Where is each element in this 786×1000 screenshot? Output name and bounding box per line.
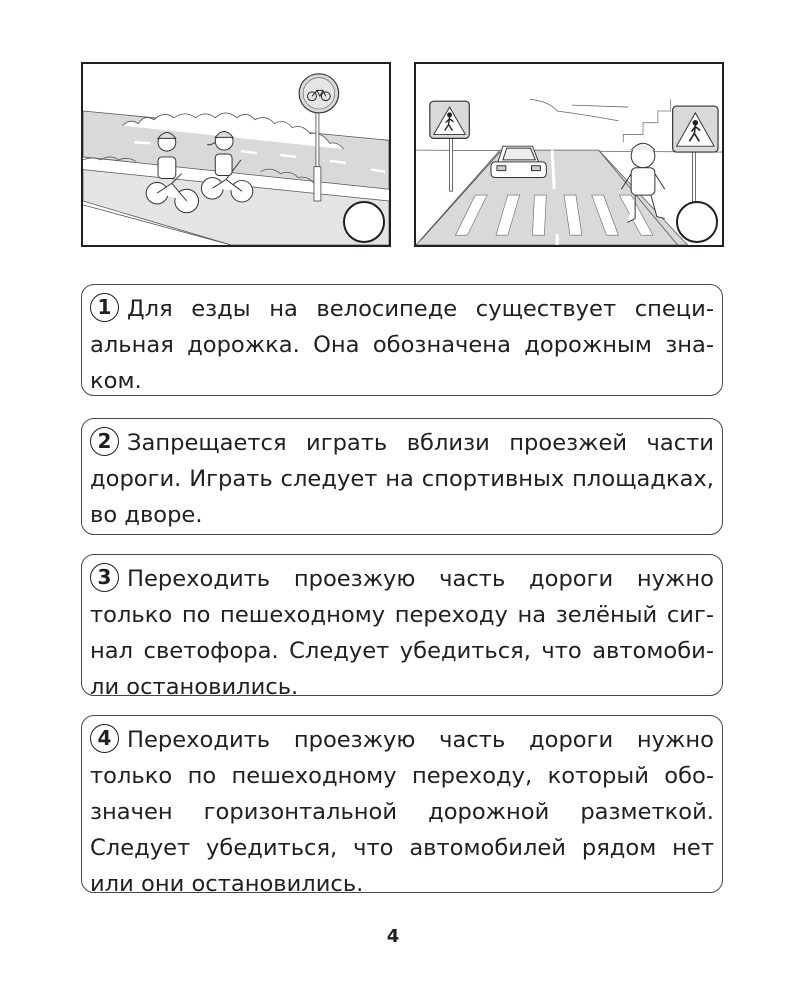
answer-circle-1[interactable] (343, 201, 385, 243)
rule-text-line: ли остановились. (90, 674, 299, 700)
rule-box-4 (81, 715, 723, 897)
rule-number-badge: 1 (90, 293, 119, 322)
rule-text-line: ком. (90, 368, 142, 394)
rule-number-badge: 3 (90, 563, 119, 592)
rule-number-badge: 4 (90, 724, 119, 753)
rule-text-line: дороги. Играть следует на спортивных площадках, (90, 466, 714, 492)
rule-text-line: Переходить проезжую часть дороги нужно (127, 566, 714, 592)
rule-line (90, 722, 714, 758)
rule-text-line: Переходить проезжую часть дороги нужно (127, 727, 714, 753)
rule-text-line: только по пешеходному переходу, который обо- (90, 763, 714, 789)
rule-text-line: альная дорожка. Она обозначена дорожным зна- (90, 332, 714, 358)
rule-text-line: Для езды на велосипеде существует специ- (127, 296, 714, 322)
rule-text-line: только по пешеходному переходу на зелёный сиг- (90, 602, 714, 628)
page-number: 4 (386, 926, 400, 947)
rule-line (90, 291, 714, 327)
rule-line (90, 425, 714, 461)
rule-box-2 (81, 418, 723, 535)
rule-box-3 (81, 554, 723, 700)
illustration-pedestrian-crossing (414, 62, 724, 247)
answer-circle-2[interactable] (676, 201, 718, 243)
rule-number-badge: 2 (90, 427, 119, 456)
rule-text-line: Запрещается играть вблизи проезжей части (127, 430, 714, 456)
rule-line (90, 561, 714, 597)
rule-text-line: или они остановились. (90, 871, 364, 897)
rule-text-line: значен горизонтальной дорожной разметкой. (90, 799, 714, 825)
rule-text-line: во дворе. (90, 502, 203, 528)
illustration-cyclists (81, 62, 391, 247)
rule-text-line: нал светофора. Следует убедиться, что автомоби- (90, 638, 714, 664)
rule-text-line: Следует убедиться, что автомобилей рядом нет (90, 835, 714, 861)
rule-box-1 (81, 284, 723, 396)
